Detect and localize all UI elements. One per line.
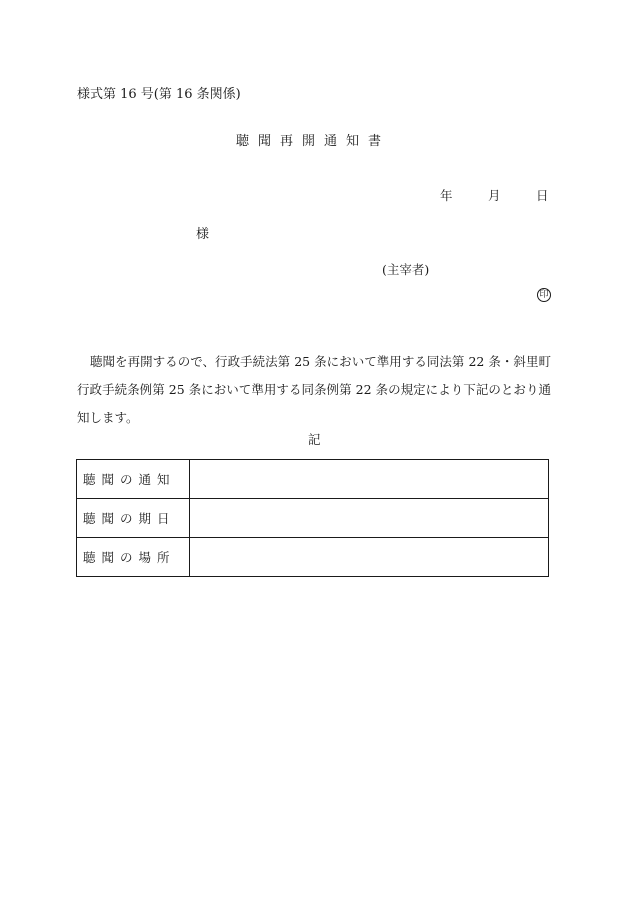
seal-mark: 印: [537, 288, 551, 302]
row-value-place[interactable]: [190, 538, 549, 577]
date-line: [440, 186, 549, 204]
row-label-date: 聴聞の期日: [77, 499, 190, 538]
organizer-label: (主宰者): [382, 262, 430, 277]
date-year-label: 年: [440, 188, 453, 203]
ki-heading: 記: [308, 432, 321, 447]
table-row: [77, 538, 549, 577]
date-month-label: 月: [488, 188, 501, 203]
date-day-label: 日: [536, 188, 549, 203]
document-title: 聴聞再開通知書: [236, 134, 391, 149]
row-label-notice: 聴聞の通知: [77, 460, 190, 499]
details-table: [76, 459, 549, 577]
table-row: [77, 460, 549, 499]
form-number: 様式第 16 号(第 16 条関係): [77, 87, 241, 102]
body-paragraph: 聴聞を再開するので、行政手続法第 25 条において準用する同法第 22 条・斜里町行政手続条例第 25 条において準用する同条例第 22 条の規定により下記のとおり通知します。: [77, 354, 551, 425]
body-text: [77, 348, 551, 432]
table-row: [77, 499, 549, 538]
row-value-date[interactable]: [190, 499, 549, 538]
row-value-notice[interactable]: [190, 460, 549, 499]
addressee-suffix: 様: [196, 227, 210, 242]
row-label-place: 聴聞の場所: [77, 538, 190, 577]
